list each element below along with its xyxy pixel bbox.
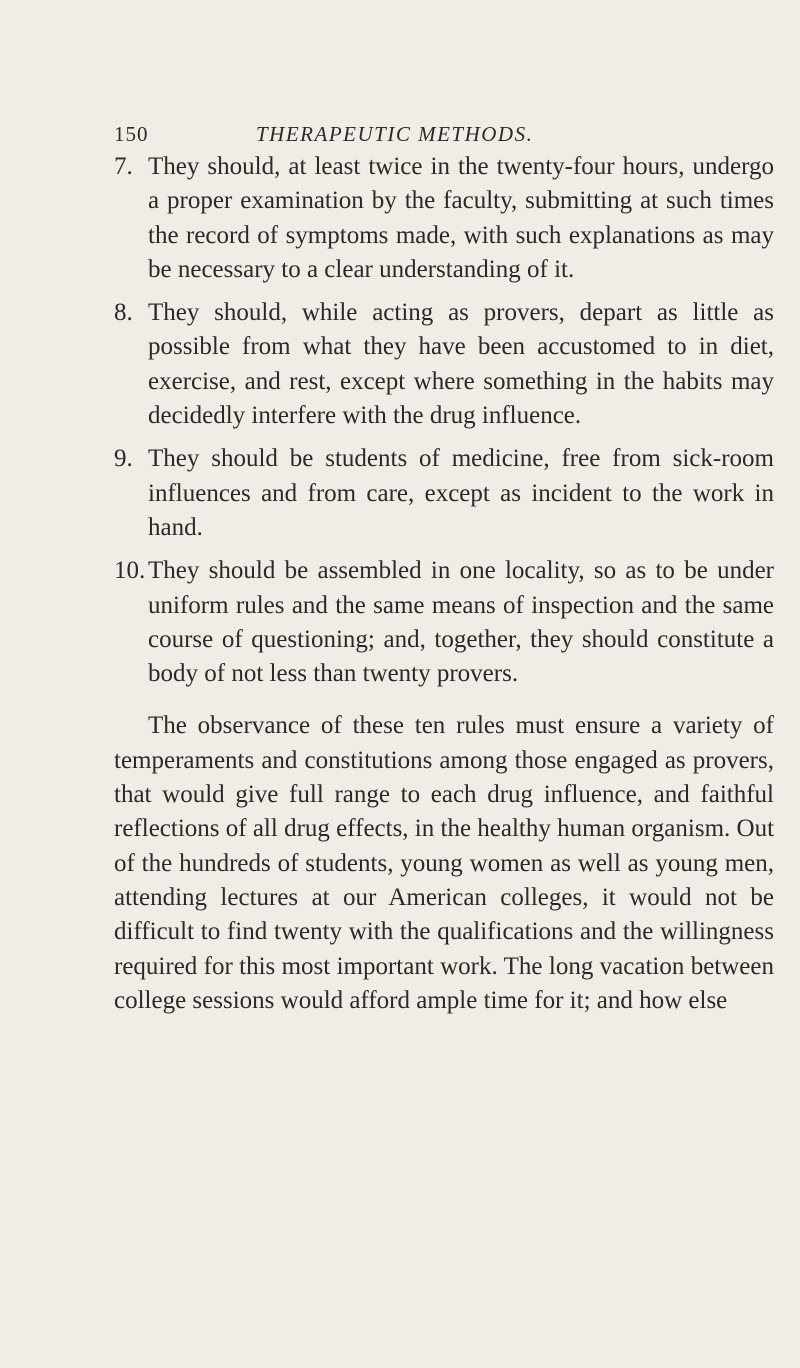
rule-text: They should, at least twice in the twenty-four hours, undergo a proper examination by the faculty, submitting at such times the record of symptoms made, with such explanations as may be necessary to a clear understanding of it. [148,153,774,283]
rule-item-7 [114,150,774,287]
rule-number: 10. [114,557,146,585]
rule-text: They should, while acting as provers, depart as little as possible from what they have been accustomed to in diet, exercise, and rest, except where something in the habits may decidedly interfere with the drug influence. [148,299,774,430]
rule-item-8 [114,296,774,433]
running-head [114,122,774,152]
page-number: 150 [114,122,149,146]
rule-number: 9. [114,445,133,473]
rule-number: 7. [114,153,133,180]
rule-text: They should be assembled in one locality, so as to be under uniform rules and the same means of inspection and the same course of questioning; and, together, they should constitute a body of not less than twenty provers. [148,557,774,688]
rule-text: They should be students of medicine, free from sick-room influences and from care, except as incident to the work in hand. [148,445,774,541]
running-title: THERAPEUTIC METHODS. [256,122,534,146]
rule-item-10 [114,554,774,691]
closing-paragraph: The observance of these ten rules must ensure a variety of temperaments and constitutions among those engaged as provers, that would give full range to each drug influence, and faithful reflections of all drug effects, in the healthy human organism. Out of the hundreds of students, young women as well as young men, attending lectures at our American colleges, it would not be difficult to find twenty with the qualifications and the willingness required for this most important work. The long vacation between college sessions would afford ample time for it; and how else [114,712,775,1014]
rule-number: 8. [114,299,133,327]
body-text [114,150,774,1043]
rule-item-9 [114,442,774,545]
